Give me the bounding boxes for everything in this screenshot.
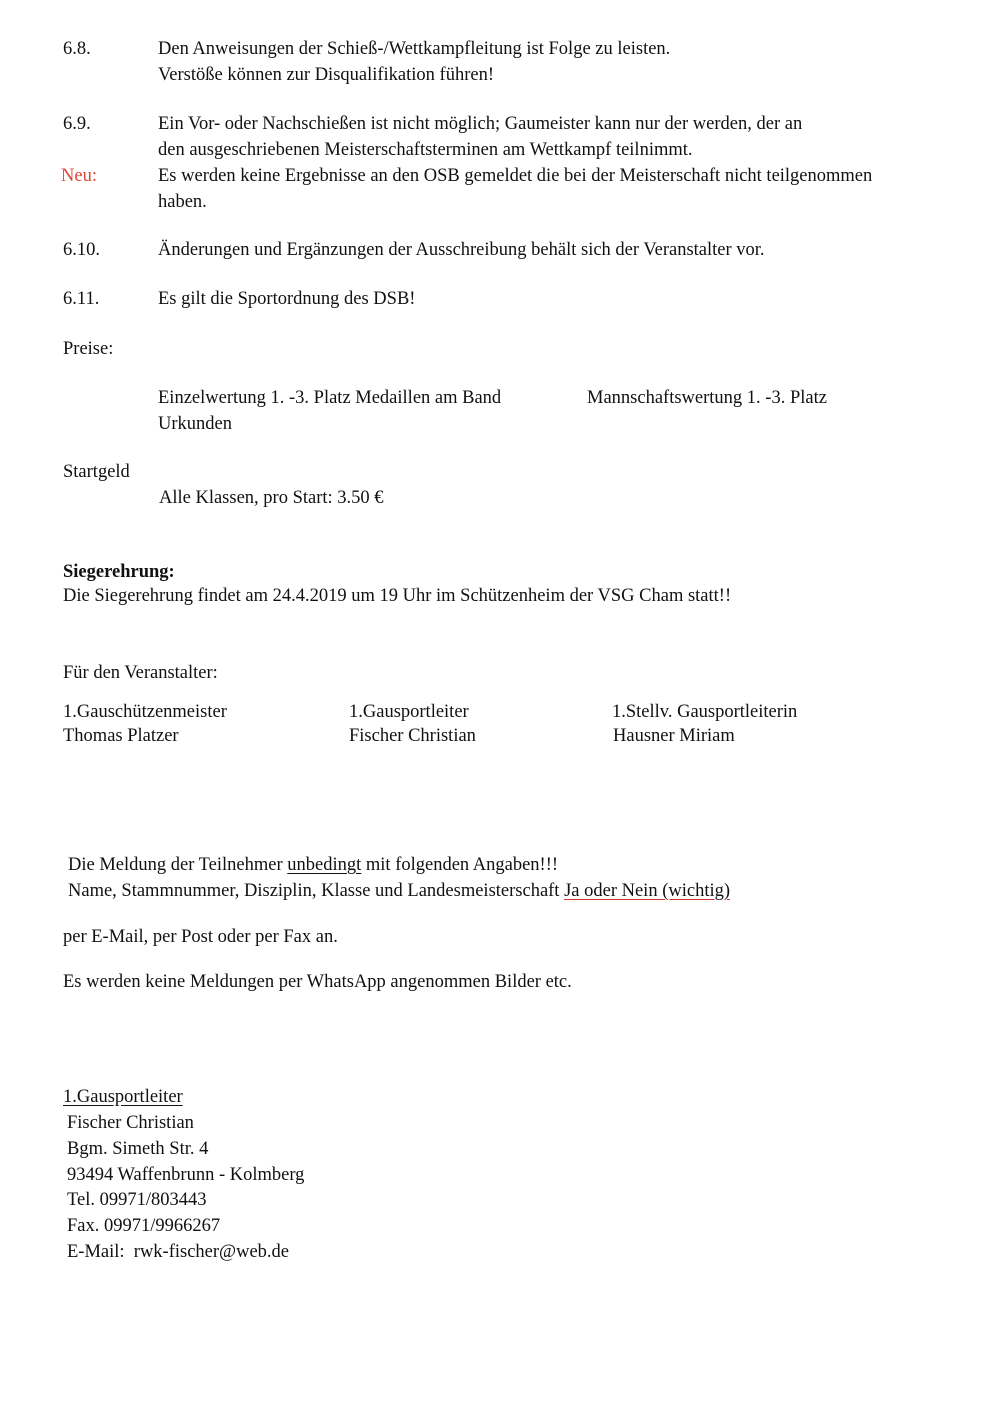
kontakt-tel: Tel. 09971/803443 xyxy=(67,1190,207,1210)
section-6-8-line-1: Den Anweisungen der Schieß-/Wettkampfleitung ist Folge zu leisten. xyxy=(158,39,671,59)
section-6-8-line-2: Verstöße können zur Disqualifikation führen! xyxy=(158,65,494,85)
startgeld-label: Startgeld xyxy=(63,462,130,482)
preise-label: Preise: xyxy=(63,339,114,359)
kontakt-role: 1.Gausportleiter xyxy=(63,1087,183,1107)
meldung-line-1-pre: Die Meldung der Teilnehmer xyxy=(68,855,288,875)
meldung-line-1-post: mit folgenden Angaben!!! xyxy=(361,855,559,875)
meldung-line-4: Es werden keine Meldungen per WhatsApp angenommen Bilder etc. xyxy=(63,972,572,992)
meldung-ja-oder-nein: Ja oder Nein (wichtig) xyxy=(564,881,731,901)
kontakt-street: Bgm. Simeth Str. 4 xyxy=(67,1139,209,1159)
meldung-line-2 xyxy=(68,878,730,904)
veranstalter-label: Für den Veranstalter: xyxy=(63,663,218,683)
preise-einzelwertung: Einzelwertung 1. -3. Platz Medaillen am Band xyxy=(158,388,502,408)
signer-2-name: Fischer Christian xyxy=(349,726,476,746)
section-number-6-9: 6.9. xyxy=(63,114,91,134)
meldung-line-3: per E-Mail, per Post oder per Fax an. xyxy=(63,927,338,947)
meldung-line-1 xyxy=(68,852,558,878)
neu-line-1: Es werden keine Ergebnisse an den OSB gemeldet die bei der Meisterschaft nicht teilgenommen xyxy=(158,166,873,186)
startgeld-text: Alle Klassen, pro Start: 3.50 € xyxy=(159,488,384,508)
neu-label: Neu: xyxy=(61,166,97,186)
meldung-line-2-pre: Name, Stammnummer, Disziplin, Klasse und Landesmeisterschaft xyxy=(68,881,565,901)
kontakt-email[interactable]: E-Mail: rwk-fischer@web.de xyxy=(67,1242,289,1262)
neu-line-2: haben. xyxy=(158,192,207,212)
signer-3-name: Hausner Miriam xyxy=(613,726,735,746)
signer-1-role: 1.Gauschützenmeister xyxy=(63,702,227,722)
signer-1-name: Thomas Platzer xyxy=(63,726,179,746)
kontakt-fax: Fax. 09971/9966267 xyxy=(67,1216,221,1236)
kontakt-name: Fischer Christian xyxy=(67,1113,194,1133)
section-6-9-line-2: den ausgeschriebenen Meisterschaftsterminen am Wettkampf teilnimmt. xyxy=(158,140,693,160)
section-number-6-10: 6.10. xyxy=(63,240,100,260)
meldung-unbedingt: unbedingt xyxy=(287,855,362,875)
section-6-11-text: Es gilt die Sportordnung des DSB! xyxy=(158,289,416,309)
preise-urkunden: Urkunden xyxy=(158,414,232,434)
signer-2-role: 1.Gausportleiter xyxy=(349,702,469,722)
section-6-9-line-1: Ein Vor- oder Nachschießen ist nicht möglich; Gaumeister kann nur der werden, der an xyxy=(158,114,803,134)
section-number-6-11: 6.11. xyxy=(63,289,100,309)
signer-3-role: 1.Stellv. Gausportleiterin xyxy=(612,702,798,722)
siegerehrung-text: Die Siegerehrung findet am 24.4.2019 um 19 Uhr im Schützenheim der VSG Cham statt!! xyxy=(63,586,732,606)
kontakt-city: 93494 Waffenbrunn - Kolmberg xyxy=(67,1165,305,1185)
siegerehrung-heading: Siegerehrung: xyxy=(63,562,175,582)
section-number-6-8: 6.8. xyxy=(63,39,91,59)
preise-mannschaftswertung: Mannschaftswertung 1. -3. Platz xyxy=(587,388,827,408)
section-6-10-text: Änderungen und Ergänzungen der Ausschreibung behält sich der Veranstalter vor. xyxy=(158,240,765,260)
